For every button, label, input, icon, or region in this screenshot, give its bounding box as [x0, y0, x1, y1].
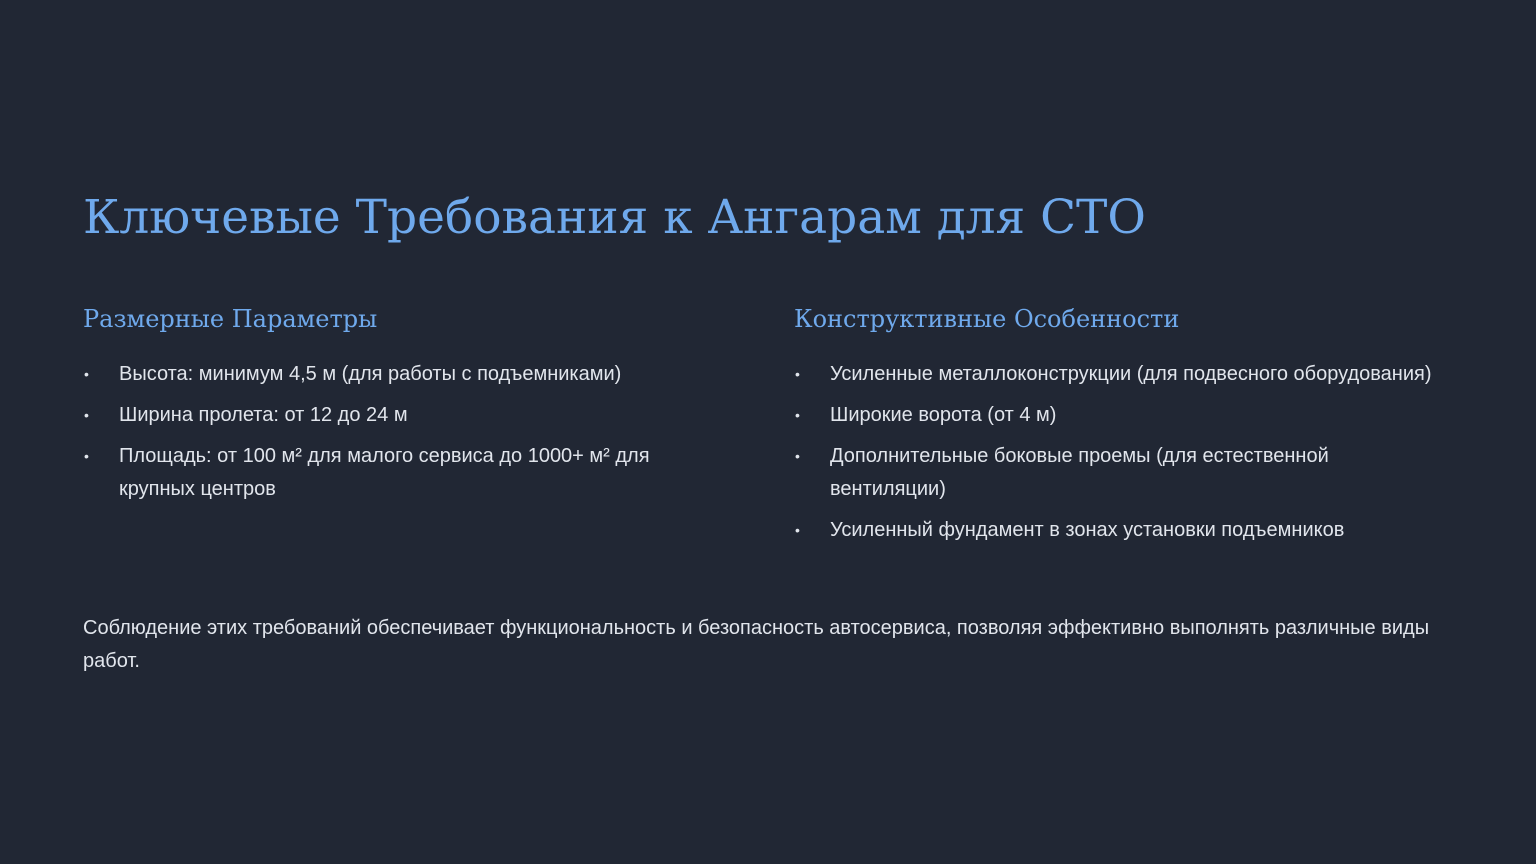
list-item-text: Усиленный фундамент в зонах установки подъемников — [830, 519, 1345, 541]
list-item — [83, 358, 723, 391]
list-item — [83, 399, 723, 432]
bullet-icon: • — [795, 522, 800, 538]
list-item-text: Усиленные металлоконструкции (для подвесного оборудования) — [830, 363, 1432, 385]
slide-title: Ключевые Требования к Ангарам для СТО — [83, 190, 1146, 245]
list-item — [794, 440, 1434, 506]
list-item-text: Широкие ворота (от 4 м) — [830, 404, 1057, 426]
summary-text: Соблюдение этих требований обеспечивает функциональность и безопасность автосервиса, позволяя эффективно выполнять различные виды работ. — [83, 617, 1430, 672]
list-item — [794, 358, 1434, 391]
list-item-text: Площадь: от 100 м² для малого сервиса до 1000+ м² для крупных центров — [119, 445, 650, 500]
construction-heading: Конструктивные Особенности — [794, 305, 1180, 333]
list-item — [794, 399, 1434, 432]
bullet-icon: • — [84, 448, 89, 464]
dimensions-list — [83, 358, 723, 506]
list-item-text: Высота: минимум 4,5 м (для работы с подъемниками) — [119, 363, 622, 385]
bullet-icon: • — [84, 407, 89, 423]
bullet-icon: • — [795, 407, 800, 423]
list-item-text: Дополнительные боковые проемы (для естественной вентиляции) — [830, 445, 1329, 500]
construction-column — [794, 302, 1434, 555]
list-item — [83, 440, 723, 506]
bullet-icon: • — [795, 366, 800, 382]
list-item-text: Ширина пролета: от 12 до 24 м — [119, 404, 408, 426]
bullet-icon: • — [795, 448, 800, 464]
construction-list — [794, 358, 1434, 547]
dimensions-heading: Размерные Параметры — [83, 305, 378, 333]
bullet-icon: • — [84, 366, 89, 382]
dimensions-column — [83, 302, 723, 514]
list-item — [794, 514, 1434, 547]
